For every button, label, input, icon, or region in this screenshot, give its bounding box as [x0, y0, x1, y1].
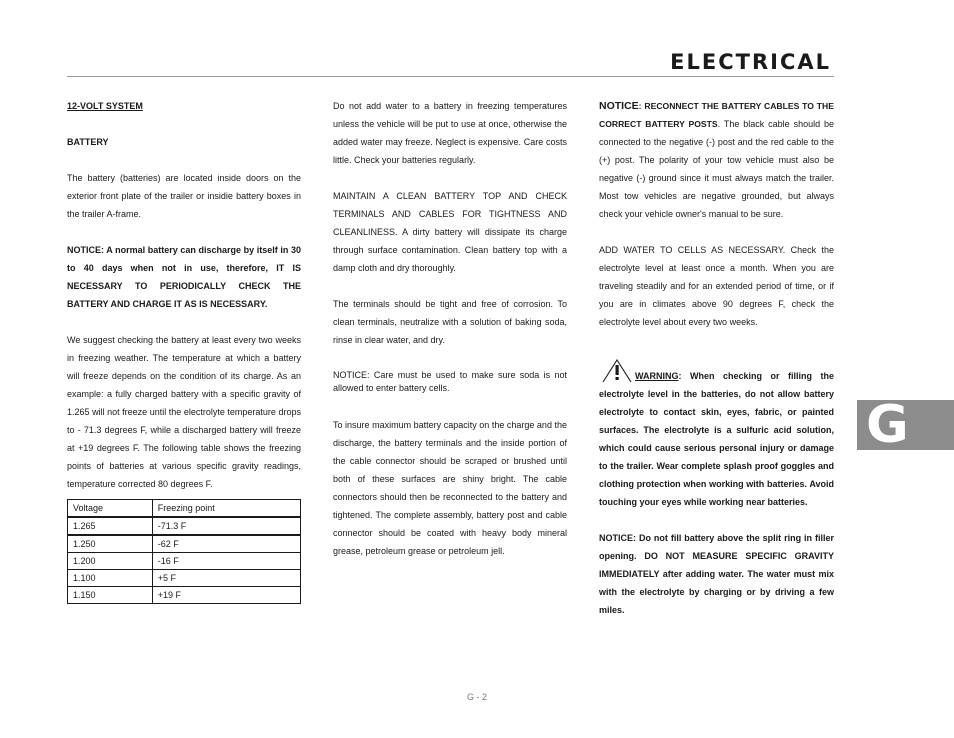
column-middle: [333, 97, 567, 560]
table-header-cell: Voltage: [68, 500, 153, 518]
paragraph-battery-location: The battery (batteries) are located inside doors on the exterior front plate of the trailer or insidie battery boxes in the trailer A-frame.: [67, 173, 301, 219]
table-cell: -62 F: [152, 535, 300, 553]
table-header-cell: Freezing point: [152, 500, 300, 518]
battery-heading: BATTERY: [67, 137, 109, 147]
table-cell: 1.250: [68, 535, 153, 553]
table-cell: -16 F: [152, 553, 300, 570]
table-cell: 1.150: [68, 587, 153, 604]
paragraph-add-water-cells: ADD WATER TO CELLS AS NECESSARY. Check the electrolyte level at least once a month. When you are traveling steadily and for an extended period of time, or if you are in climates above 90 degrees F, check the electrolyte level about every two weeks.: [599, 245, 834, 327]
page-title: ELECTRICAL: [670, 50, 831, 74]
column-right: [599, 97, 834, 619]
notice-caps-text: : RECONNECT THE BATTERY CABLES TO THE CORRECT BATTERY POSTS: [599, 101, 834, 129]
section-tab-letter: G: [866, 395, 909, 455]
table-cell: 1.265: [68, 517, 153, 535]
table-cell: 1.100: [68, 570, 153, 587]
table-row: [68, 587, 301, 604]
table-cell: -71.3 F: [152, 517, 300, 535]
notice-label: NOTICE: [599, 100, 639, 112]
table-row: [68, 517, 301, 535]
section-heading: 12-VOLT SYSTEM: [67, 101, 143, 111]
table-cell: +5 F: [152, 570, 300, 587]
warning-triangle-icon: [599, 367, 635, 385]
table-row: [68, 553, 301, 570]
table-cell: +19 F: [152, 587, 300, 604]
column-left: [67, 97, 301, 604]
paragraph-notice-soda: NOTICE: Care must be used to make sure soda is not allowed to enter battery cells.: [333, 370, 567, 393]
table-cell: 1.200: [68, 553, 153, 570]
paragraph-battery-capacity: To insure maximum battery capacity on the charge and the discharge, the battery terminals and the inside portion of the cable connector should be scraped or brushed until both of these surfaces are shiny bright. The cable connectors should then be reconnected to the battery and tightened. The complete assembly, battery post and cable connector should be coated with heavy body mineral grease, petroleum grease or petroleum jell.: [333, 420, 567, 556]
warning-block: [599, 367, 834, 511]
paragraph-notice-fill: NOTICE: Do not fill battery above the split ring in filler opening. DO NOT MEASURE SPECIFIC GRAVITY IMMEDIATELY after adding water. The water must mix with the electrolyte by charging or by driving a few miles.: [599, 533, 834, 615]
paragraph-maintain-clean: MAINTAIN A CLEAN BATTERY TOP AND CHECK TERMINALS AND CABLES FOR TIGHTNESS AND CLEANLINESS. A dirty battery will dissipate its charge through surface contamination. Clean battery top with a damp cloth and dry thoroughly.: [333, 191, 567, 273]
table-row: [68, 570, 301, 587]
paragraph-add-water-freezing: Do not add water to a battery in freezing temperatures unless the vehicle will be put to use at once, otherwise the added water may freeze. Neglect is expensive. Care costs little. Check your batteries regularly.: [333, 101, 567, 165]
paragraph-suggest-checking: We suggest checking the battery at least every two weeks in freezing weather. The temperature at which a battery will freeze depends on the condition of its charge. As an example: a fully charged battery with a specific gravity of 1.265 will not freeze until the electrolyte temperature drops to - 71.3 degrees F, while a discharged battery will freeze at +19 degrees F. The following table shows the freezing points of batteries at various specific gravity readings, temperature corrected 80 degrees F.: [67, 335, 301, 489]
header-divider: [67, 76, 834, 77]
freezing-point-table: [67, 499, 301, 604]
warning-label: WARNING: [635, 371, 679, 381]
page-number: G - 2: [466, 692, 487, 702]
warning-text: : When checking or filling the electrolyte level in the batteries, do not allow battery electrolyte to contact skin, eyes, fabric, or painted surfaces. The electrolyte is a sulfuric acid solution, which could cause serious personal injury or damage to the trailer. Wear complete splash proof goggles and clothing protection when working with batteries. Avoid touching your eyes while working near batteries.: [599, 371, 834, 507]
paragraph-notice-reconnect: [599, 97, 834, 223]
notice-body-text: . The black cable should be connected to the negative (-) post and the red cable to the (+) post. The polarity of your tow vehicle must also be negative (-) ground since it must always match the trailer. Most tow vehicles are negative grounded, but always check your vehicle owner's manual to be sure.: [599, 119, 834, 219]
table-row: [68, 535, 301, 553]
paragraph-terminals: The terminals should be tight and free of corrosion. To clean terminals, neutralize with a solution of baking soda, rinse in clear water, and dry.: [333, 299, 567, 345]
table-header-row: [68, 500, 301, 518]
paragraph-notice-discharge: NOTICE: A normal battery can discharge by itself in 30 to 40 days when not in use, therefore, IT IS NECESSARY TO PERIODICALLY CHECK THE BATTERY AND CHARGE IT AS IS NECESSARY.: [67, 245, 301, 309]
